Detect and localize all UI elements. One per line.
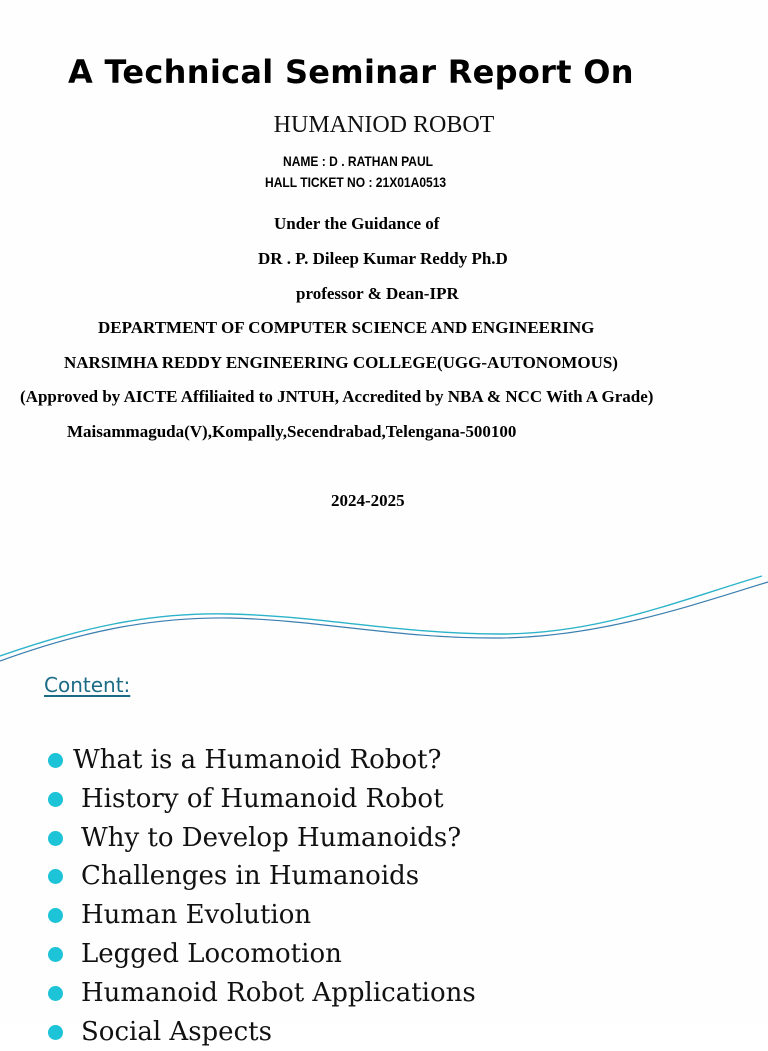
- list-item-text: Human Evolution: [81, 900, 312, 931]
- bullet-dot-icon: [48, 1025, 63, 1040]
- wave-line-lower: [0, 582, 768, 661]
- guide-name: DR . P. Dileep Kumar Reddy Ph.D: [258, 249, 508, 268]
- student-name: NAME : D . RATHAN PAUL: [283, 153, 434, 169]
- hall-ticket-number: HALL TICKET NO : 21X01A0513: [265, 174, 447, 190]
- college-address: Maisammaguda(V),Kompally,Secendrabad,Telengana-500100: [67, 422, 517, 441]
- bullet-dot-icon: [48, 986, 63, 1001]
- report-title: A Technical Seminar Report On: [68, 53, 634, 91]
- list-item-text: Legged Locomotion: [81, 938, 342, 969]
- contents-heading: Content:: [44, 673, 131, 697]
- bullet-dot-icon: [48, 792, 63, 807]
- list-item-text: History of Humanoid Robot: [81, 783, 444, 814]
- bullet-dot-icon: [48, 947, 63, 962]
- department-name: DEPARTMENT OF COMPUTER SCIENCE AND ENGINEERING: [98, 318, 595, 337]
- list-item-text: What is a Humanoid Robot?: [73, 745, 442, 775]
- report-topic: [0, 112, 768, 139]
- wave-line-upper: [0, 576, 762, 656]
- decorative-wave: [0, 560, 768, 670]
- college-name: NARSIMHA REDDY ENGINEERING COLLEGE(UGG-AUTONOMOUS): [64, 353, 618, 372]
- accreditation-line: (Approved by AICTE Affiliaited to JNTUH, Accredited by NBA & NCC With A Grade): [20, 387, 654, 406]
- list-item-text: Challenges in Humanoids: [81, 861, 420, 892]
- topic-text: HUMANIOD ROBOT: [273, 112, 495, 138]
- guide-role: professor & Dean-IPR: [296, 284, 459, 303]
- list-item-text: Humanoid Robot Applications: [81, 977, 476, 1008]
- bullet-dot-icon: [48, 908, 63, 923]
- bullet-dot-icon: [48, 831, 63, 846]
- list-item-text: Social Aspects: [81, 1016, 272, 1047]
- bullet-dot-icon: [48, 869, 63, 884]
- academic-year: 2024-2025: [331, 491, 405, 510]
- bullet-dot-icon: [48, 753, 63, 768]
- list-item-text: Why to Develop Humanoids?: [81, 822, 462, 853]
- guidance-intro: Under the Guidance of: [274, 214, 440, 233]
